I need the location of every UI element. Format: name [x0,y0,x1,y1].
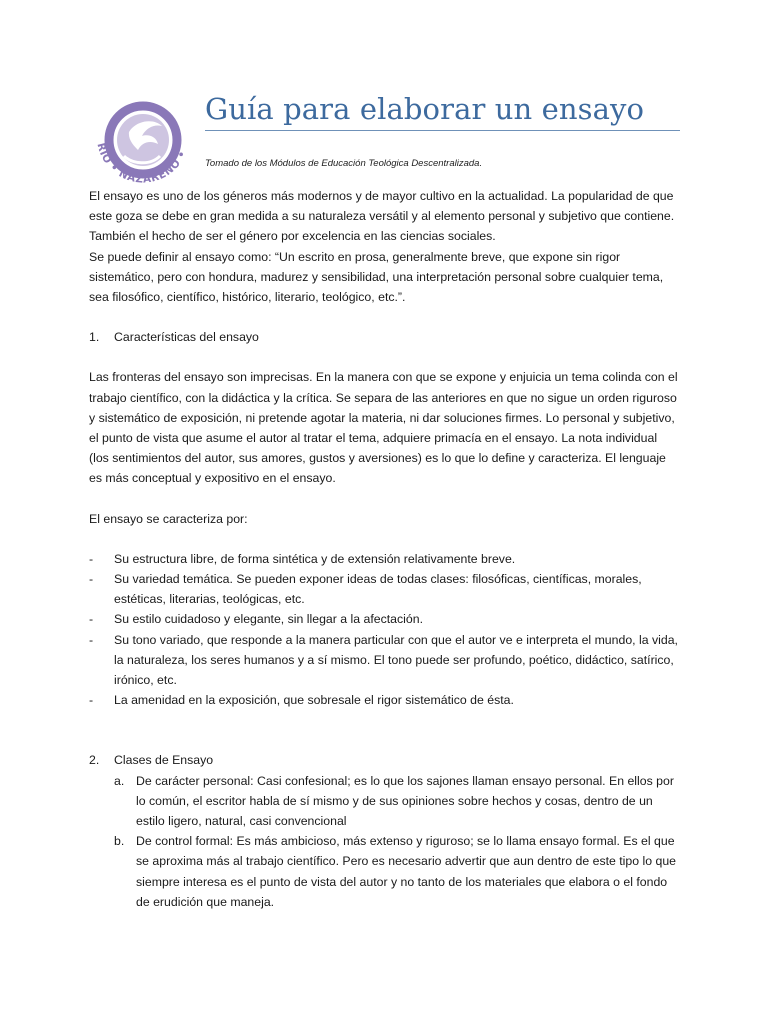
section-number: 1. [89,330,100,345]
intro-paragraph-1: El ensayo es uno de los géneros más modernos y de mayor cultivo en la actualidad. La popularidad de que este goza se debe en gran medida a su naturaleza versátil y al elemento personal y subjetivo que contiene. También el hecho de ser el género por excelencia en las ciencias sociales. [89,189,675,244]
section-title: Clases de Ensayo [114,753,214,768]
list-item: - Su estilo cuidadoso y elegante, sin llegar a la afectación. [89,612,423,627]
section-number: 2. [89,753,100,768]
page-title: Guía para elaborar un ensayo [205,92,680,131]
intro-paragraph-2: Se puede definir al ensayo como: “Un escrito en prosa, generalmente breve, que expone sin rigor sistemático, pero con hondura, madurez y sensibilidad, una interpretación personal sobre cualquier tema, sea filosófico, científico, histórico, literario, teológico, etc.”. [89,249,664,305]
dove-emblem-icon [84,90,202,198]
section-title: Características del ensayo [114,330,259,345]
list-item: - Su variedad temática. Se pueden exponer ideas de todas clases: filosóficas, científicas, morales, estéticas, literarias, teológicas, etc. [89,572,642,607]
list-item: - Su tono variado, que responde a la manera particular con que el autor ve e interpreta el mundo, la vida, la naturaleza, los seres humanos y a sí mismo. El tono puede ser profundo, poético, didáctico, satírico, irónico, etc. [89,632,678,688]
list-item: b. De control formal: Es más ambicioso, más extenso y riguroso; se lo llama ensayo formal. Es el que se aproxima más al trabajo científico. Pero es necesario advertir que aun dentro de este tipo lo que siempre interesa es el punto de vista del autor y no tanto de los materiales que elabora o el fondo de erudición que maneja. [114,834,677,909]
list-item: - La amenidad en la exposición, que sobresale el rigor sistemático de ésta. [89,693,514,708]
document-body [89,186,679,912]
section-1-heading [89,327,679,347]
seminario-logo [84,90,202,198]
source-note: Tomado de los Módulos de Educación Teológica Descentralizada. [205,158,483,169]
section-1-paragraph: Las fronteras del ensayo son imprecisas. En la manera con que se expone y enjuicia un tema colinda con el trabajo científico, con la didáctica y la crítica. Se separa de las anteriores en que no sigue un orden riguroso y sistemático de exposición, ni pretende agotar la materia, ni dar soluciones firmes. Lo personal y subjetivo, el punto de vista que asume el autor al tratar el tema, adquiere primacía en el ensayo. La nota individual (los sentimientos del autor, sus amores, gustos y aversiones) es lo que lo define y caracteriza. El lenguaje es más conceptual y expositivo en el ensayo. [89,370,678,486]
list-intro: El ensayo se caracteriza por: [89,511,248,526]
essay-types-list [89,771,679,912]
section-2-heading [89,750,679,770]
logo-text: RIO • NAZARENO • [94,141,190,186]
list-item: a. De carácter personal: Casi confesional; es lo que los sajones llaman ensayo personal. En ellos por lo común, el escritor habla de sí mismo y de sus opiniones sobre hechos y cosas, dentro de un estilo ligero, natural, casi convencional [114,773,674,829]
list-item: - Su estructura libre, de forma sintética y de extensión relativamente breve. [89,551,516,566]
characteristics-list [89,549,679,711]
